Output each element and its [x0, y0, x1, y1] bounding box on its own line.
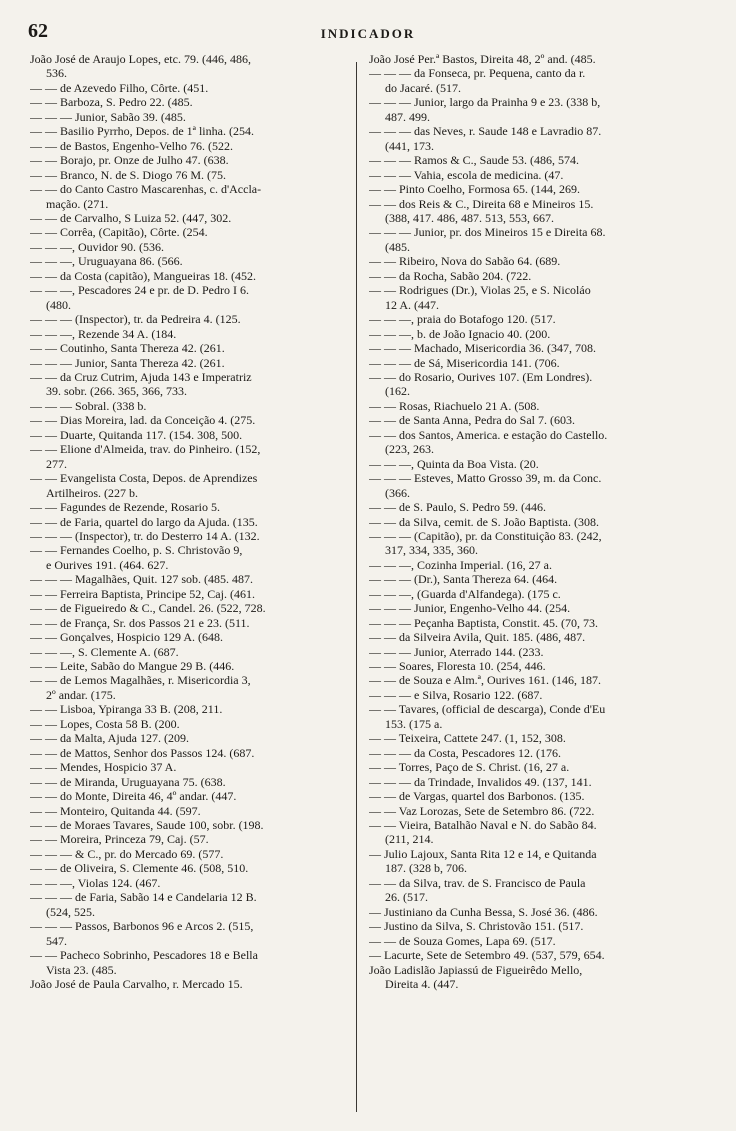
- entry-line: 487. 499.: [385, 109, 430, 124]
- entry-line: — — dos Reis & C., Direita 68 e Mineiros 15.: [369, 196, 594, 211]
- entry-line: João José de Paula Carvalho, r. Mercado 15.: [30, 977, 243, 991]
- entry-line: — — — Vahia, escola de medicina. (47.: [369, 167, 564, 182]
- entry-line: 277.: [46, 456, 67, 471]
- entry-line: — — de Bastos, Engenho-Velho 76. (522.: [30, 138, 233, 153]
- entry-line: mação. (271.: [46, 196, 109, 211]
- entry-line: — — — (Capitão), pr. da Constituição 83. (242,: [369, 528, 602, 543]
- entry-line: — — — Junior, Santa Thereza 42. (261.: [30, 355, 225, 370]
- entry-line: (388, 417. 486, 487. 513, 553, 667.: [385, 210, 554, 225]
- entry-line: (162.: [385, 384, 410, 399]
- entry-line: João Ladislão Japiassú de Figueirêdo Mello,: [369, 962, 583, 977]
- entry-line: — — —, Pescadores 24 e pr. de D. Pedro I 6.: [30, 283, 249, 298]
- entry-line: — — Pinto Coelho, Formosa 65. (144, 269.: [369, 182, 581, 197]
- entry-line: — — Leite, Sabão do Mangue 29 B. (446.: [30, 659, 235, 674]
- entry-line: (480.: [46, 297, 71, 312]
- entry-line: (211, 214.: [385, 832, 434, 847]
- entry-line: — — Tavares, (official de descarga), Conde d'Eu: [369, 702, 606, 717]
- entry-line: — — — Junior, Sabão 39. (485.: [30, 109, 186, 124]
- page-number: 62: [28, 20, 48, 42]
- entry-line: — — dos Santos, America. e estação do Castello.: [369, 427, 608, 442]
- entry-line: — — — (Dr.), Santa Thereza 64. (464.: [369, 572, 558, 587]
- entry-line: — — Vieira, Batalhão Naval e N. do Sabão 84.: [369, 818, 597, 833]
- entry-line: — — Teixeira, Cattete 247. (1, 152, 308.: [369, 731, 566, 746]
- entry-line: — — de Santa Anna, Pedra do Sal 7. (603.: [369, 413, 575, 428]
- entry-line: 39. sobr. (266. 365, 366, 733.: [46, 384, 187, 399]
- entry-line: 536.: [46, 66, 67, 81]
- entry-line: — — — Junior, largo da Prainha 9 e 23. (338 b,: [369, 95, 601, 110]
- entry-line: — — —, praia do Botafogo 120. (517.: [369, 312, 556, 327]
- entry-line: — — do Monte, Direita 46, 4º andar. (447.: [30, 789, 237, 804]
- entry-line: — — —, b. de João Ignacio 40. (200.: [369, 326, 551, 341]
- entry-line: do Jacaré. (517.: [385, 80, 461, 95]
- right-column: [369, 52, 699, 991]
- entry-line: — — —, Rezende 34 A. (184.: [30, 326, 177, 341]
- entry-line: (223, 263.: [385, 442, 434, 457]
- entry-line: — — Mendes, Hospicio 37 A.: [30, 760, 177, 775]
- entry-line: — — da Silveira Avila, Quit. 185. (486, 487.: [369, 630, 586, 645]
- entry-line: — — — (Inspector), tr. do Desterro 14 A. (132.: [30, 528, 260, 543]
- entry-line: — — — Junior, pr. dos Mineiros 15 e Direita 68.: [369, 225, 606, 240]
- entry-line: — — de Souza Gomes, Lapa 69. (517.: [369, 933, 556, 948]
- entry-line: — — de Figueiredo & C., Candel. 26. (522, 728.: [30, 601, 266, 616]
- entry-line: — — da Rocha, Sabão 204. (722.: [369, 268, 532, 283]
- entry-line: 547.: [46, 933, 67, 948]
- entry-line: — — — Passos, Barbonos 96 e Arcos 2. (515,: [30, 919, 254, 934]
- entry-line: — — — Ramos & C., Saude 53. (486, 574.: [369, 153, 579, 168]
- entry-line: — — de Moraes Tavares, Saude 100, sobr. (198.: [30, 818, 264, 833]
- entry-line: — — Duarte, Quitanda 117. (154. 308, 500.: [30, 427, 243, 442]
- entry-line: 187. (328 b, 706.: [385, 861, 467, 876]
- entry-line: 12 A. (447.: [385, 297, 439, 312]
- entry-line: — — Moreira, Princeza 79, Caj. (57.: [30, 832, 209, 847]
- entry-line: — — do Rosario, Ourives 107. (Em Londres).: [369, 369, 593, 384]
- entry-line: — — — e Silva, Rosario 122. (687.: [369, 687, 543, 702]
- entry-line: — — — de Sá, Misericordia 141. (706.: [369, 355, 560, 370]
- entry-line: — — Corrêa, (Capitão), Côrte. (254.: [30, 225, 208, 240]
- entry-line: — — da Malta, Ajuda 127. (209.: [30, 731, 189, 746]
- entry-line: — — de Azevedo Filho, Côrte. (451.: [30, 80, 209, 95]
- entry-line: — — Rodrigues (Dr.), Violas 25, e S. Nicoláo: [369, 283, 591, 298]
- entry-line: — — Evangelista Costa, Depos. de Aprendizes: [30, 471, 258, 486]
- entry-line: — — Gonçalves, Hospicio 129 A. (648.: [30, 630, 223, 645]
- entry-line: — Justino da Silva, S. Christovão 151. (517.: [369, 919, 584, 934]
- entry-line: — — da Cruz Cutrim, Ajuda 143 e Imperatriz: [30, 369, 252, 384]
- entry-line: — — Borajo, pr. Onze de Julho 47. (638.: [30, 153, 229, 168]
- entry-line: — — —, S. Clemente A. (687.: [30, 644, 179, 659]
- entry-line: — — de Miranda, Uruguayana 75. (638.: [30, 774, 226, 789]
- entry-line: Artilheiros. (227 b.: [46, 485, 138, 500]
- entry-line: — — da Silva, trav. de S. Francisco de Paula: [369, 875, 586, 890]
- entry-line: — — — Machado, Misericordia 36. (347, 708.: [369, 341, 596, 356]
- entry-line: — — — Sobral. (338 b.: [30, 398, 147, 413]
- entry-line: — — de Oliveira, S. Clemente 46. (508, 510.: [30, 861, 249, 876]
- entry-line: — — Barboza, S. Pedro 22. (485.: [30, 95, 193, 110]
- entry-line: — — Fernandes Coelho, p. S. Christovão 9,: [30, 543, 243, 558]
- entry-line: — — Vaz Lorozas, Sete de Setembro 86. (722.: [369, 803, 595, 818]
- entry-line: — — Ferreira Baptista, Principe 52, Caj. (461.: [30, 586, 255, 601]
- entry-line: — — — da Costa, Pescadores 12. (176.: [369, 745, 561, 760]
- entry-line: — — de Faria, quartel do largo da Ajuda. (135.: [30, 514, 258, 529]
- entry-line: — — Basilio Pyrrho, Depos. de 1ª linha. (254.: [30, 124, 254, 139]
- entry-line: — — —, Cozinha Imperial. (16, 27 a.: [369, 557, 552, 572]
- entry-line: — — de Carvalho, S Luiza 52. (447, 302.: [30, 210, 232, 225]
- entry-line: — — Monteiro, Quitanda 44. (597.: [30, 803, 201, 818]
- entry-line: — — — das Neves, r. Saude 148 e Lavradio 87.: [369, 124, 602, 139]
- entry-line: — — Branco, N. de S. Diogo 76 M. (75.: [30, 167, 226, 182]
- entry-line: — — de Vargas, quartel dos Barbonos. (135.: [369, 789, 585, 804]
- entry-line: — — de França, Sr. dos Passos 21 e 23. (511.: [30, 615, 250, 630]
- entry-line: — Julio Lajoux, Santa Rita 12 e 14, e Quitanda: [369, 846, 597, 861]
- entry-line: e Ourives 191. (464. 627.: [46, 557, 169, 572]
- entry-line: — — de Lemos Magalhães, r. Misericordia 3,: [30, 673, 251, 688]
- entry-line: — — Ribeiro, Nova do Sabão 64. (689.: [369, 254, 561, 269]
- entry-line: João José Per.ª Bastos, Direita 48, 2º and. (485.: [369, 52, 596, 66]
- entry-line: — — — Magalhães, Quit. 127 sob. (485. 487.: [30, 572, 253, 587]
- running-title: INDICADOR: [320, 26, 416, 41]
- entry-line: (366.: [385, 485, 410, 500]
- entry-line: — — da Costa (capitão), Mangueiras 18. (452.: [30, 268, 256, 283]
- entry-line: — — — & C., pr. do Mercado 69. (577.: [30, 846, 224, 861]
- entry-line: — Lacurte, Sete de Setembro 49. (537, 579, 654.: [369, 948, 605, 963]
- entry-line: 2º andar. (175.: [46, 687, 116, 702]
- entry-line: — — Pacheco Sobrinho, Pescadores 18 e Bella: [30, 948, 258, 963]
- entry-line: — — do Canto Castro Mascarenhas, c. d'Accla-: [30, 182, 262, 197]
- entry-line: — — de S. Paulo, S. Pedro 59. (446.: [369, 500, 546, 515]
- entry-line: — — — Esteves, Matto Grosso 39, m. da Conc.: [369, 471, 602, 486]
- entry-line: Direita 4. (447.: [385, 977, 459, 991]
- entry-line: — — —, Violas 124. (467.: [30, 875, 161, 890]
- entry-line: — — Elione d'Almeida, trav. do Pinheiro. (152,: [30, 442, 261, 457]
- entry-line: — — Lopes, Costa 58 B. (200.: [30, 716, 180, 731]
- page-header: [28, 20, 708, 50]
- entry-line: — — — da Fonseca, pr. Pequena, canto da r.: [369, 66, 586, 81]
- entry-line: — — — (Inspector), tr. da Pedreira 4. (125.: [30, 312, 241, 327]
- entry-line: 153. (175 a.: [385, 716, 443, 731]
- entry-line: — — Rosas, Riachuelo 21 A. (508.: [369, 398, 540, 413]
- entry-line: — — da Silva, cemit. de S. João Baptista. (308.: [369, 514, 599, 529]
- entry-line: 317, 334, 335, 360.: [385, 543, 478, 558]
- entry-line: (441, 173.: [385, 138, 434, 153]
- entry-line: — — —, (Guarda d'Alfandega). (175 c.: [369, 586, 561, 601]
- entry-line: — — — Junior, Aterrado 144. (233.: [369, 644, 544, 659]
- entry-line: — — — Peçanha Baptista, Constit. 45. (70, 73.: [369, 615, 598, 630]
- entry-line: 26. (517.: [385, 890, 428, 905]
- entry-line: — — — da Trindade, Invalidos 49. (137, 141.: [369, 774, 592, 789]
- entry-line: (485.: [385, 239, 410, 254]
- entry-line: (524, 525.: [46, 904, 95, 919]
- entry-line: — — —, Uruguayana 86. (566.: [30, 254, 183, 269]
- entry-line: — Justiniano da Cunha Bessa, S. José 36. (486.: [369, 904, 598, 919]
- entry-line: — — —, Ouvidor 90. (536.: [30, 239, 164, 254]
- entry-line: — — — Junior, Engenho-Velho 44. (254.: [369, 601, 571, 616]
- entry-line: — — de Mattos, Senhor dos Passos 124. (687.: [30, 745, 255, 760]
- entry-line: — — Torres, Paço de S. Christ. (16, 27 a.: [369, 760, 570, 775]
- entry-line: — — de Souza e Alm.ª, Ourives 161. (146, 187.: [369, 673, 601, 688]
- entry-line: — — Dias Moreira, lad. da Conceição 4. (275.: [30, 413, 256, 428]
- entry-line: — — — de Faria, Sabão 14 e Candelaria 12 B.: [30, 890, 257, 905]
- entry-line: — — Soares, Floresta 10. (254, 446.: [369, 659, 546, 674]
- entry-line: João José de Araujo Lopes, etc. 79. (446, 486,: [30, 52, 251, 66]
- entry-line: Vista 23. (485.: [46, 962, 117, 977]
- left-column: [30, 52, 360, 991]
- entry-line: — — Coutinho, Santa Thereza 42. (261.: [30, 341, 225, 356]
- entry-line: — — Fagundes de Rezende, Rosario 5.: [30, 500, 220, 515]
- entry-line: — — Lisboa, Ypiranga 33 B. (208, 211.: [30, 702, 223, 717]
- entry-line: — — —, Quinta da Boa Vista. (20.: [369, 456, 539, 471]
